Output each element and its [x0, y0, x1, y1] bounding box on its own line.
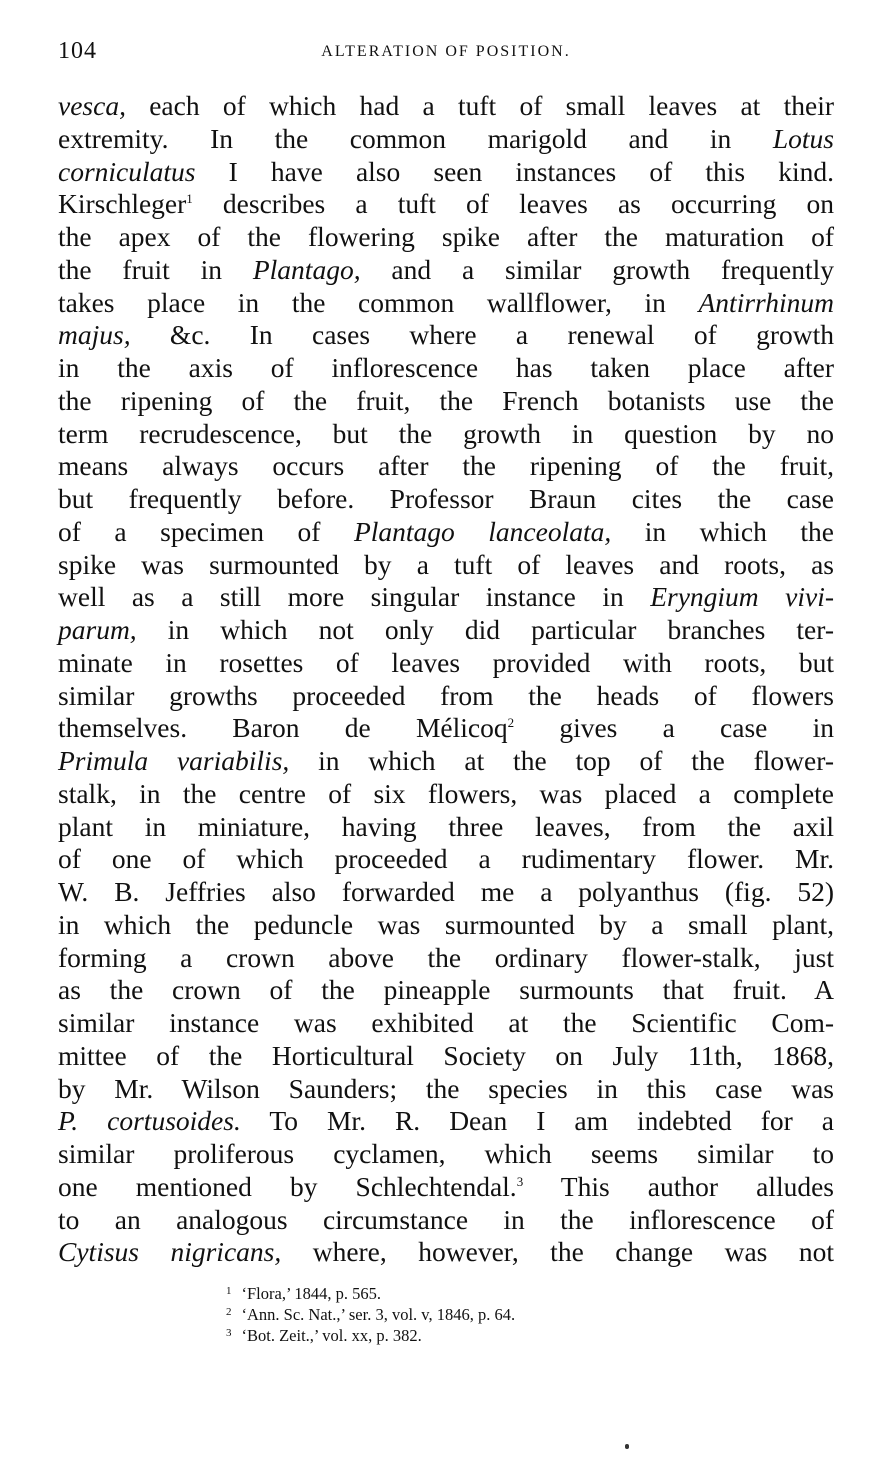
text-line: similar proliferous cyclamen, which seems similar to — [58, 1138, 834, 1169]
text-line: by Mr. Wilson Saunders; the species in this case was — [58, 1072, 834, 1104]
running-title: ALTERATION OF POSITION. — [321, 43, 571, 60]
text-line: plant in miniature, having three leaves, from the axil — [58, 810, 834, 842]
footnote — [226, 1323, 834, 1344]
text-line: but frequently before. Professor Braun cites the case — [58, 483, 834, 514]
text-line: stalk, in the centre of six flowers, was placed a complete — [58, 777, 834, 809]
footnote — [226, 1281, 834, 1302]
book-page — [58, 38, 834, 1344]
text-line: spike was surmounted by a tuft of leaves and roots, as — [58, 548, 834, 580]
text-line: well as a still more singular instance in Eryngium vivi- — [58, 581, 834, 613]
text-line: the ripening of the fruit, the French botanists use the — [58, 384, 834, 416]
body-text — [58, 90, 834, 1269]
text-line: P. cortusoides. To Mr. R. Dean I am indebted for a — [58, 1105, 834, 1137]
text-line: similar instance was exhibited at the Scientific Com- — [58, 1007, 834, 1038]
footnote — [226, 1302, 834, 1323]
text-line: Primula variabilis, in which at the top of the flower- — [58, 745, 835, 776]
footnote-mark: 2 — [226, 1306, 232, 1318]
text-line: parum, in which not only did particular branches ter- — [58, 614, 834, 645]
text-line: in the axis of inflorescence has taken place after — [58, 352, 834, 383]
text-line: in which the peduncle was surmounted by a small plant, — [58, 908, 834, 940]
ink-speck — [625, 1444, 629, 1449]
text-line: similar growths proceeded from the heads of flowers — [58, 679, 834, 711]
footnote-ref: 2 — [507, 715, 515, 731]
text-line: themselves. Baron de Mélicoq$^2$ gives a case in — [58, 712, 835, 744]
text-line: means always occurs after the ripening of the fruit, — [58, 450, 834, 482]
text-line: of one of which proceeded a rudimentary flower. Mr. — [58, 843, 834, 875]
text-line: extremity. In the common marigold and in Lotus — [58, 122, 834, 154]
footnote-text: ‘Ann. Sc. Nat.,’ ser. 3, vol. v, 1846, p. 64. — [241, 1305, 516, 1324]
text-line: majus, &c. In cases where a renewal of growth — [58, 319, 834, 351]
text-line: the apex of the flowering spike after the maturation of — [58, 221, 834, 252]
footnote-mark: 1 — [226, 1285, 232, 1297]
footnote-mark: 3 — [226, 1327, 232, 1339]
footnotes — [58, 1281, 834, 1344]
text-line: of a specimen of Plantago lanceolata, in which the — [58, 515, 834, 547]
footnote-text: ‘Flora,’ 1844, p. 565. — [241, 1284, 381, 1303]
text-line: mittee of the Horticultural Society on July 11th, 1868, — [58, 1039, 834, 1071]
running-head — [58, 38, 834, 74]
text-line: W. B. Jeffries also forwarded me a polyanthus (fig. 52) — [58, 876, 834, 907]
text-line: takes place in the common wallflower, in Antirrhinum — [58, 286, 834, 318]
text-line: Cytisus nigricans, where, however, the change was not — [58, 1236, 834, 1268]
text-line: forming a crown above the ordinary flower-stalk, just — [58, 941, 834, 973]
footnote-ref: 1 — [186, 191, 193, 207]
text-line: term recrudescence, but the growth in question by no — [58, 417, 834, 449]
text-line: minate in rosettes of leaves provided with roots, but — [58, 646, 834, 678]
text-line: the fruit in Plantago, and a similar growth frequently — [58, 253, 834, 285]
page-number: 104 — [58, 38, 97, 64]
text-line: as the crown of the pineapple surmounts that fruit. A — [58, 974, 834, 1006]
text-line: one mentioned by Schlechtendal.$^3$ This author alludes — [58, 1170, 834, 1202]
text-line: corniculatus I have also seen instances of this kind. — [58, 155, 834, 187]
text-line: to an analogous circumstance in the inflorescence of — [58, 1203, 834, 1235]
footnote-text: ‘Bot. Zeit.,’ vol. xx, p. 382. — [241, 1326, 422, 1345]
footnote-ref: 3 — [516, 1173, 524, 1189]
text-line: Kirschleger$^1$ describes a tuft of leaves as occurring on — [58, 188, 834, 220]
text-line: vesca, each of which had a tuft of small leaves at their — [58, 90, 834, 121]
